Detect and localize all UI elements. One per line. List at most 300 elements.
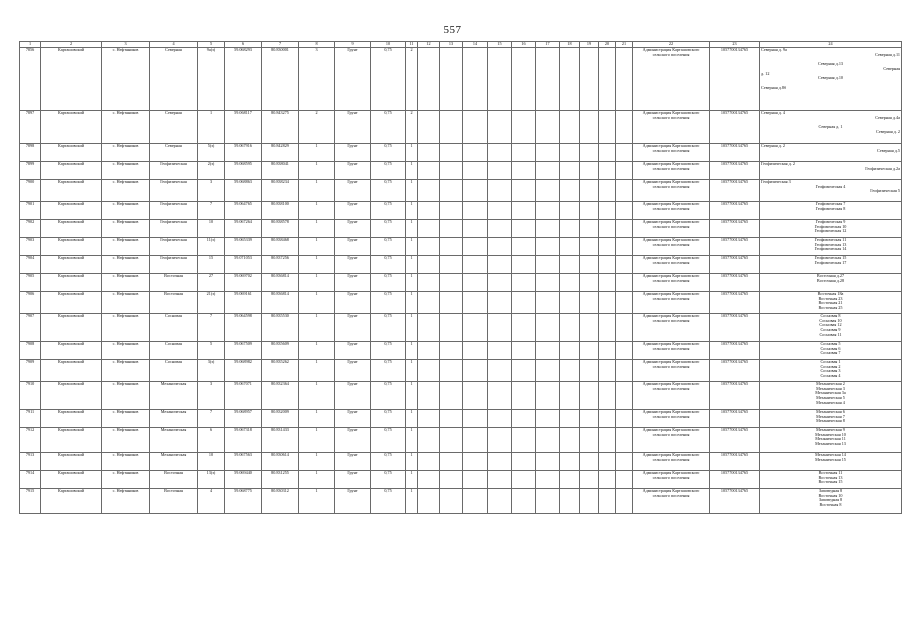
container-volume: 0,75 [371, 382, 406, 410]
street-name: Восточная [150, 274, 198, 292]
served-addresses [760, 410, 902, 428]
address-line: Восточная 8 [819, 502, 842, 508]
owner-name: Администрация Карташовского сельского поселения [633, 428, 710, 453]
table-row [20, 360, 902, 382]
street-name: Механическая [150, 453, 198, 471]
empty-cell [512, 180, 536, 202]
table-row [20, 144, 902, 162]
table-row [20, 382, 902, 410]
empty-cell [512, 292, 536, 314]
empty-cell [488, 202, 512, 220]
column-header: 3 [102, 42, 150, 48]
settlement-name: с. Нефтяников [102, 111, 150, 144]
district-name: Карташовский [41, 471, 102, 489]
empty-cell [560, 202, 580, 220]
empty-cell [418, 410, 440, 428]
empty-cell [616, 471, 633, 489]
container-volume: 0,75 [371, 428, 406, 453]
house-number: 27 [198, 274, 225, 292]
empty-cell [463, 314, 488, 342]
district-name: Карташовский [41, 453, 102, 471]
empty-cell [512, 471, 536, 489]
site-count: 1 [406, 220, 418, 238]
address-line: Геофизическая 14 [814, 246, 847, 252]
surface-type: Грунт [335, 238, 371, 256]
empty-cell [463, 256, 488, 274]
house-number: 5(з) [198, 144, 225, 162]
empty-cell [463, 292, 488, 314]
surface-type: Грунт [335, 453, 371, 471]
address-line: д. 12 [761, 70, 770, 76]
empty-cell [560, 144, 580, 162]
empty-cell [616, 256, 633, 274]
owner-ogrn: 1057700134765 [710, 410, 760, 428]
settlement-name: с. Нефтяников [102, 314, 150, 342]
owner-name: Администрация Карташовского сельского поселения [633, 238, 710, 256]
longitude: 80.838578 [262, 220, 299, 238]
empty-cell [536, 428, 560, 453]
settlement-name: с. Нефтяников [102, 256, 150, 274]
empty-cell [440, 274, 463, 292]
column-header: 20 [599, 42, 616, 48]
empty-cell [512, 162, 536, 180]
empty-cell [418, 382, 440, 410]
address-line: Восточная 10 [818, 492, 843, 498]
register-table [19, 41, 902, 514]
surface-type: Грунт [335, 314, 371, 342]
latitude: 59.068957 [225, 410, 262, 428]
empty-cell [599, 202, 616, 220]
empty-cell [616, 410, 633, 428]
address-line: Геофизическая д.2а [865, 165, 900, 171]
empty-cell [463, 162, 488, 180]
address-line: Механическая 11 [815, 436, 846, 442]
longitude: 80.835262 [262, 360, 299, 382]
address-line: Геофизическая 10 [814, 223, 847, 229]
address-line: Сосновая 5 [820, 341, 841, 346]
column-header: 5 [198, 42, 225, 48]
street-name: Геофизическая [150, 220, 198, 238]
container-volume: 0,75 [371, 202, 406, 220]
house-number: 10 [198, 220, 225, 238]
address-line: Геофизическая 9 [815, 219, 846, 224]
empty-cell [488, 238, 512, 256]
owner-name: Администрация Карташовского сельского поселения [633, 410, 710, 428]
row-number: 7907 [20, 314, 41, 342]
address-line: Механическая 8 [816, 418, 845, 424]
empty-cell [488, 274, 512, 292]
longitude: 80.843275 [262, 111, 299, 144]
surface-type: Грунт [335, 360, 371, 382]
empty-cell [580, 453, 599, 471]
street-name: Геофизическая [150, 162, 198, 180]
latitude: 59.067264 [225, 220, 262, 238]
address-line: Северная д. 1 [818, 124, 843, 130]
site-count: 1 [406, 360, 418, 382]
house-number: 15 [198, 256, 225, 274]
address-line: Механическая 4 [816, 399, 845, 405]
empty-cell [560, 428, 580, 453]
address-line: Геофизическая 11 [814, 237, 847, 242]
address-line: Сосновая 2 [820, 363, 841, 369]
address-line: Сосновая 3 [820, 368, 841, 374]
address-line: Восточная 13 [818, 474, 843, 480]
table-row [20, 256, 902, 274]
address-line: Геофизическая 4 [815, 183, 846, 189]
empty-cell [512, 360, 536, 382]
empty-cell [512, 48, 536, 111]
latitude: 59.064598 [225, 314, 262, 342]
address-line: Сосновая 9 [820, 327, 841, 333]
row-number: 7906 [20, 292, 41, 314]
street-name: Механическая [150, 410, 198, 428]
empty-cell [512, 410, 536, 428]
empty-cell [580, 220, 599, 238]
column-header: 19 [580, 42, 599, 48]
surface-type: Грунт [335, 202, 371, 220]
longitude: 80.842829 [262, 144, 299, 162]
served-addresses [760, 428, 902, 453]
owner-ogrn: 1057700134765 [710, 238, 760, 256]
latitude: 59.068863 [225, 180, 262, 202]
row-number: 7898 [20, 144, 41, 162]
row-number: 7905 [20, 274, 41, 292]
empty-cell [560, 453, 580, 471]
empty-cell [418, 180, 440, 202]
street-name: Восточная [150, 292, 198, 314]
district-name: Карташовский [41, 489, 102, 514]
address-line: Геофизическая д. 2 [761, 161, 795, 166]
address-line: Восточная 11 [818, 470, 843, 475]
longitude: 80.832364 [262, 382, 299, 410]
settlement-name: с. Нефтяников [102, 180, 150, 202]
owner-ogrn: 1057700134765 [710, 342, 760, 360]
owner-name: Администрация Карташовского сельского поселения [633, 202, 710, 220]
latitude: 59.069161 [225, 292, 262, 314]
settlement-name: с. Нефтяников [102, 162, 150, 180]
served-addresses [760, 48, 902, 111]
container-volume: 0,75 [371, 489, 406, 514]
empty-cell [512, 314, 536, 342]
district-name: Карташовский [41, 256, 102, 274]
address-line: Механическая 3а [815, 390, 846, 396]
empty-cell [512, 382, 536, 410]
address-line: Северная д.11 [875, 51, 900, 57]
served-addresses [760, 144, 902, 162]
column-header: 9 [335, 42, 371, 48]
house-number: 4 [198, 489, 225, 514]
owner-name: Администрация Карташовского сельского поселения [633, 489, 710, 514]
container-count: 1 [299, 489, 335, 514]
owner-name: Администрация Карташовского сельского поселения [633, 274, 710, 292]
empty-cell [488, 471, 512, 489]
empty-cell [418, 48, 440, 111]
empty-cell [512, 342, 536, 360]
empty-cell [488, 144, 512, 162]
table-row [20, 111, 902, 144]
container-count: 1 [299, 314, 335, 342]
empty-cell [463, 238, 488, 256]
settlement-name: с. Нефтяников [102, 410, 150, 428]
empty-cell [440, 48, 463, 111]
longitude: 80.835609 [262, 342, 299, 360]
empty-cell [580, 471, 599, 489]
owner-name: Администрация Карташовского сельского поселения [633, 180, 710, 202]
empty-cell [580, 48, 599, 111]
empty-cell [440, 238, 463, 256]
surface-type: Грунт [335, 489, 371, 514]
container-volume: 0,75 [371, 162, 406, 180]
district-name: Карташовский [41, 111, 102, 144]
empty-cell [580, 238, 599, 256]
container-volume: 0,75 [371, 144, 406, 162]
owner-ogrn: 1057700134765 [710, 144, 760, 162]
district-name: Карташовский [41, 292, 102, 314]
site-count: 1 [406, 256, 418, 274]
column-header: 22 [633, 42, 710, 48]
empty-cell [418, 238, 440, 256]
empty-cell [418, 162, 440, 180]
empty-cell [616, 274, 633, 292]
house-number: 7 [198, 410, 225, 428]
table-row [20, 202, 902, 220]
column-header: 23 [710, 42, 760, 48]
longitude: 80.836814 [262, 292, 299, 314]
street-name: Механическая [150, 382, 198, 410]
container-volume: 0,75 [371, 292, 406, 314]
site-count: 1 [406, 342, 418, 360]
empty-cell [599, 342, 616, 360]
owner-name: Администрация Карташовского сельского поселения [633, 48, 710, 111]
empty-cell [418, 274, 440, 292]
house-number: 11(з) [198, 238, 225, 256]
empty-cell [440, 489, 463, 514]
register-body [20, 48, 902, 514]
table-row [20, 453, 902, 471]
container-count: 1 [299, 471, 335, 489]
house-number: 3 [198, 382, 225, 410]
address-line: Восточная д.28 [816, 277, 845, 283]
street-name: Геофизическая [150, 238, 198, 256]
site-count: 1 [406, 274, 418, 292]
owner-ogrn: 1057700134765 [710, 382, 760, 410]
column-header: 18 [560, 42, 580, 48]
empty-cell [440, 453, 463, 471]
owner-name: Администрация Карташовского сельского поселения [633, 111, 710, 144]
column-header: 13 [440, 42, 463, 48]
district-name: Карташовский [41, 410, 102, 428]
row-number: 7904 [20, 256, 41, 274]
empty-cell [463, 48, 488, 111]
longitude: 80.835530 [262, 314, 299, 342]
page-number: 557 [443, 24, 462, 36]
latitude: 59.067563 [225, 453, 262, 471]
latitude: 59.067916 [225, 144, 262, 162]
empty-cell [418, 489, 440, 514]
empty-cell [440, 180, 463, 202]
container-count: 1 [299, 382, 335, 410]
empty-cell [463, 382, 488, 410]
address-line: Восточная 15 [818, 479, 843, 485]
surface-type: Грунт [335, 274, 371, 292]
empty-cell [463, 274, 488, 292]
empty-cell [463, 342, 488, 360]
empty-cell [536, 180, 560, 202]
address-line: Механическая 3 [816, 385, 845, 391]
empty-cell [512, 453, 536, 471]
district-name: Карташовский [41, 382, 102, 410]
column-header: 4 [150, 42, 198, 48]
street-name: Сосновая [150, 342, 198, 360]
empty-cell [536, 274, 560, 292]
latitude: 59.068117 [225, 111, 262, 144]
empty-cell [418, 202, 440, 220]
empty-cell [616, 220, 633, 238]
row-number: 7899 [20, 162, 41, 180]
empty-cell [560, 180, 580, 202]
row-number: 7910 [20, 382, 41, 410]
empty-cell [560, 48, 580, 111]
empty-cell [440, 410, 463, 428]
address-line: Геофизическая 8 [815, 205, 846, 211]
container-count: 1 [299, 162, 335, 180]
street-name: Геофизическая [150, 202, 198, 220]
empty-cell [488, 292, 512, 314]
latitude: 59.065339 [225, 238, 262, 256]
table-row [20, 314, 902, 342]
empty-cell [440, 202, 463, 220]
container-volume: 0,75 [371, 48, 406, 111]
empty-cell [599, 144, 616, 162]
empty-cell [599, 489, 616, 514]
empty-cell [616, 342, 633, 360]
owner-ogrn: 1057700134765 [710, 162, 760, 180]
empty-cell [616, 111, 633, 144]
owner-ogrn: 1057700134765 [710, 202, 760, 220]
column-header: 11 [406, 42, 418, 48]
column-header: 17 [536, 42, 560, 48]
empty-cell [616, 202, 633, 220]
address-line: Сосновая 7 [820, 350, 841, 356]
container-count: 1 [299, 220, 335, 238]
row-number: 7897 [20, 111, 41, 144]
settlement-name: с. Нефтяников [102, 144, 150, 162]
empty-cell [440, 292, 463, 314]
empty-cell [560, 314, 580, 342]
address-line: Сосновая 1 [820, 359, 841, 364]
container-count: 1 [299, 256, 335, 274]
empty-cell [440, 111, 463, 144]
row-number: 7909 [20, 360, 41, 382]
empty-cell [616, 453, 633, 471]
site-count: 2 [406, 48, 418, 111]
empty-cell [560, 471, 580, 489]
address-line: Механическая 14 [815, 452, 846, 457]
address-line: Северная [883, 65, 900, 71]
empty-cell [560, 292, 580, 314]
district-name: Карташовский [41, 342, 102, 360]
owner-name: Администрация Карташовского сельского поселения [633, 256, 710, 274]
empty-cell [616, 144, 633, 162]
empty-cell [512, 489, 536, 514]
site-count: 1 [406, 382, 418, 410]
surface-type: Грунт [335, 342, 371, 360]
surface-type: Грунт [335, 180, 371, 202]
row-number: 7908 [20, 342, 41, 360]
empty-cell [440, 314, 463, 342]
container-volume: 0,75 [371, 238, 406, 256]
address-line: Геофизическая 17 [814, 259, 847, 265]
empty-cell [580, 410, 599, 428]
site-count: 1 [406, 292, 418, 314]
column-header: 14 [463, 42, 488, 48]
empty-cell [488, 162, 512, 180]
owner-name: Администрация Карташовского сельского поселения [633, 220, 710, 238]
empty-cell [599, 314, 616, 342]
longitude: 80.838041 [262, 162, 299, 180]
table-row [20, 428, 902, 453]
settlement-name: с. Нефтяников [102, 202, 150, 220]
empty-cell [488, 410, 512, 428]
empty-cell [536, 144, 560, 162]
longitude: 80.838468 [262, 238, 299, 256]
row-number: 7856 [20, 48, 41, 111]
longitude: 80.838100 [262, 202, 299, 220]
owner-ogrn: 1057700134765 [710, 471, 760, 489]
settlement-name: с. Нефтяников [102, 360, 150, 382]
column-header: 1 [20, 42, 41, 48]
empty-cell [488, 180, 512, 202]
owner-name: Администрация Карташовского сельского поселения [633, 314, 710, 342]
served-addresses [760, 202, 902, 220]
container-count: 1 [299, 180, 335, 202]
latitude: 59.068982 [225, 360, 262, 382]
address-line: Северная д.5 [877, 147, 900, 153]
address-line: Сосновая 6 [820, 345, 841, 351]
served-addresses [760, 453, 902, 471]
empty-cell [536, 489, 560, 514]
empty-cell [512, 202, 536, 220]
latitude: 59.068293 [225, 48, 262, 111]
empty-cell [488, 453, 512, 471]
empty-cell [599, 428, 616, 453]
empty-cell [418, 342, 440, 360]
owner-name: Администрация Карташовского сельского поселения [633, 453, 710, 471]
site-count: 1 [406, 428, 418, 453]
house-number: 9а(з) [198, 48, 225, 111]
table-row [20, 274, 902, 292]
address-line: Восточная 21 [818, 300, 843, 306]
empty-cell [512, 238, 536, 256]
empty-cell [418, 220, 440, 238]
surface-type: Грунт [335, 48, 371, 111]
site-count: 1 [406, 453, 418, 471]
address-line: Механическая 2 [816, 381, 845, 386]
container-volume: 0,75 [371, 410, 406, 428]
address-line: Заповедная 8 [818, 497, 843, 503]
longitude: 80.830614 [262, 453, 299, 471]
longitude: 80.830001 [262, 48, 299, 111]
surface-type: Грунт [335, 111, 371, 144]
empty-cell [463, 428, 488, 453]
house-number: 3(з) [198, 360, 225, 382]
column-header: 2 [41, 42, 102, 48]
site-count: 1 [406, 314, 418, 342]
house-number: 21(з) [198, 292, 225, 314]
latitude: 59.068775 [225, 489, 262, 514]
empty-cell [599, 360, 616, 382]
district-name: Карташовский [41, 202, 102, 220]
